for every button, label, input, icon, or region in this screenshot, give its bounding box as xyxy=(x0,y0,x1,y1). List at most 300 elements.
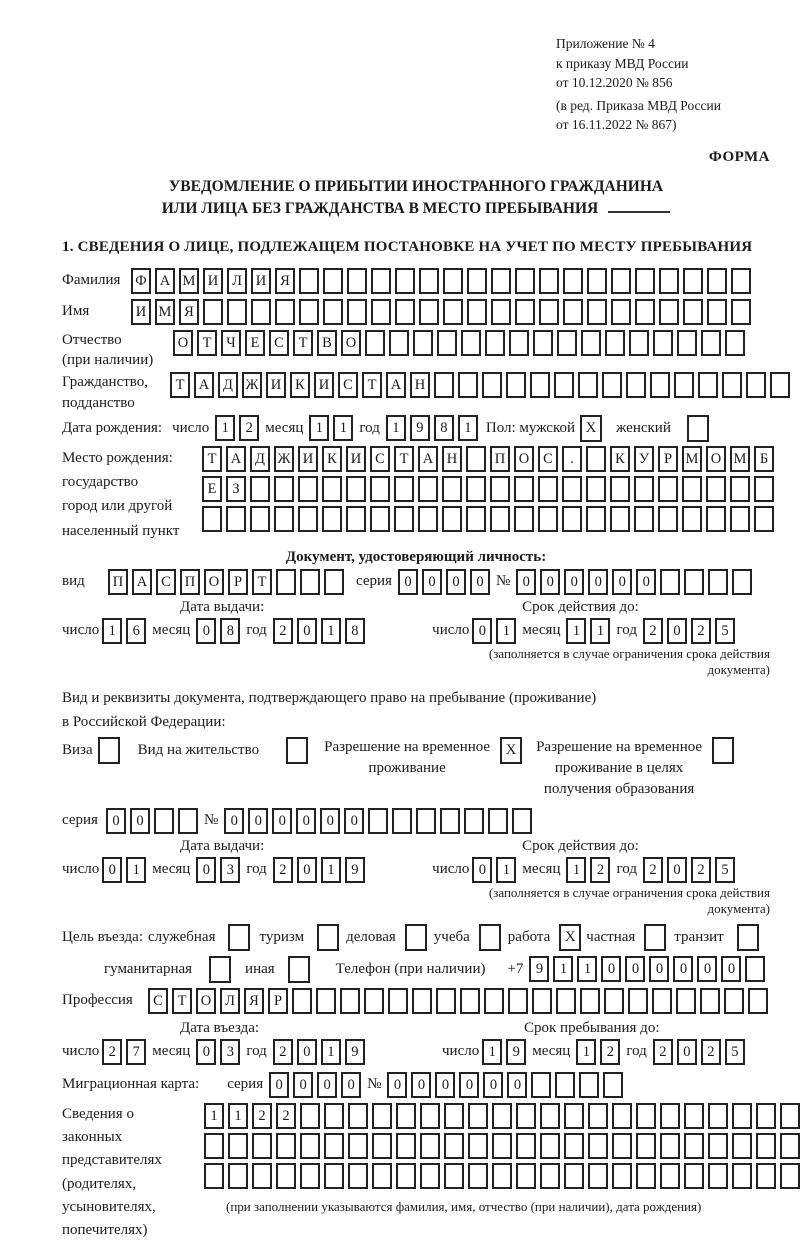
char-cell[interactable] xyxy=(466,446,486,472)
char-cell[interactable] xyxy=(780,1103,800,1129)
char-cell[interactable]: 0 xyxy=(269,1072,289,1098)
char-cell[interactable]: 0 xyxy=(272,808,292,834)
char-cell[interactable] xyxy=(578,372,598,398)
purpose-gumanitarnaya-checkbox[interactable] xyxy=(209,956,231,983)
char-cell[interactable] xyxy=(746,372,766,398)
char-cell[interactable] xyxy=(531,1072,551,1098)
char-cell[interactable]: 1 xyxy=(458,415,478,441)
char-cell[interactable]: Р xyxy=(228,569,248,595)
char-cell[interactable] xyxy=(252,1133,272,1159)
char-cell[interactable]: М xyxy=(682,446,702,472)
char-cell[interactable] xyxy=(420,1163,440,1189)
char-cell[interactable] xyxy=(731,299,751,325)
char-cell[interactable]: 3 xyxy=(220,1039,240,1065)
char-cell[interactable] xyxy=(586,476,606,502)
char-cell[interactable]: 0 xyxy=(470,569,490,595)
char-cell[interactable] xyxy=(468,1133,488,1159)
char-cell[interactable] xyxy=(538,506,558,532)
char-cell[interactable] xyxy=(461,330,481,356)
char-cell[interactable] xyxy=(698,372,718,398)
char-cell[interactable]: 0 xyxy=(667,618,687,644)
char-cell[interactable] xyxy=(370,506,390,532)
char-cell[interactable]: 0 xyxy=(422,569,442,595)
char-cell[interactable] xyxy=(635,268,655,294)
char-cell[interactable] xyxy=(488,808,508,834)
char-cell[interactable]: 0 xyxy=(673,956,693,982)
char-cell[interactable]: 2 xyxy=(252,1103,272,1129)
char-cell[interactable]: И xyxy=(203,268,223,294)
char-cell[interactable] xyxy=(490,506,510,532)
char-cell[interactable] xyxy=(467,299,487,325)
char-cell[interactable] xyxy=(419,299,439,325)
char-cell[interactable] xyxy=(756,1133,776,1159)
char-cell[interactable] xyxy=(602,372,622,398)
purpose-turizm-checkbox[interactable] xyxy=(317,924,339,951)
char-cell[interactable]: А xyxy=(418,446,438,472)
char-cell[interactable] xyxy=(635,299,655,325)
char-cell[interactable] xyxy=(658,506,678,532)
char-cell[interactable]: 0 xyxy=(196,1039,216,1065)
char-cell[interactable] xyxy=(587,268,607,294)
char-cell[interactable]: 2 xyxy=(102,1039,122,1065)
char-cell[interactable] xyxy=(722,372,742,398)
char-cell[interactable] xyxy=(563,299,583,325)
char-cell[interactable] xyxy=(634,506,654,532)
char-cell[interactable]: Д xyxy=(250,446,270,472)
char-cell[interactable]: У xyxy=(634,446,654,472)
char-cell[interactable] xyxy=(586,446,606,472)
char-cell[interactable] xyxy=(300,1133,320,1159)
char-cell[interactable] xyxy=(611,299,631,325)
purpose-rabota-checkbox[interactable]: X xyxy=(559,924,581,951)
char-cell[interactable] xyxy=(605,330,625,356)
char-cell[interactable] xyxy=(557,330,577,356)
char-cell[interactable] xyxy=(274,506,294,532)
char-cell[interactable] xyxy=(540,1133,560,1159)
char-cell[interactable] xyxy=(492,1103,512,1129)
char-cell[interactable] xyxy=(442,476,462,502)
char-cell[interactable]: 0 xyxy=(411,1072,431,1098)
char-cell[interactable] xyxy=(660,1163,680,1189)
char-cell[interactable]: 1 xyxy=(333,415,353,441)
char-cell[interactable] xyxy=(683,299,703,325)
char-cell[interactable] xyxy=(275,299,295,325)
char-cell[interactable]: 0 xyxy=(721,956,741,982)
char-cell[interactable]: 9 xyxy=(410,415,430,441)
char-cell[interactable]: 0 xyxy=(296,808,316,834)
char-cell[interactable] xyxy=(612,1103,632,1129)
purpose-ucheba-checkbox[interactable] xyxy=(479,924,501,951)
char-cell[interactable] xyxy=(732,1133,752,1159)
char-cell[interactable]: 2 xyxy=(643,857,663,883)
char-cell[interactable] xyxy=(683,268,703,294)
char-cell[interactable] xyxy=(437,330,457,356)
char-cell[interactable] xyxy=(588,1103,608,1129)
char-cell[interactable]: С xyxy=(370,446,390,472)
char-cell[interactable]: К xyxy=(322,446,342,472)
char-cell[interactable]: И xyxy=(266,372,286,398)
char-cell[interactable] xyxy=(347,268,367,294)
char-cell[interactable] xyxy=(416,808,436,834)
char-cell[interactable]: 5 xyxy=(715,857,735,883)
char-cell[interactable] xyxy=(706,506,726,532)
char-cell[interactable] xyxy=(491,268,511,294)
char-cell[interactable] xyxy=(371,299,391,325)
char-cell[interactable] xyxy=(466,476,486,502)
char-cell[interactable] xyxy=(682,476,702,502)
char-cell[interactable] xyxy=(708,1133,728,1159)
char-cell[interactable] xyxy=(628,988,648,1014)
char-cell[interactable] xyxy=(708,1163,728,1189)
char-cell[interactable] xyxy=(677,330,697,356)
char-cell[interactable] xyxy=(395,268,415,294)
char-cell[interactable]: 2 xyxy=(600,1039,620,1065)
char-cell[interactable] xyxy=(732,569,752,595)
char-cell[interactable] xyxy=(389,330,409,356)
char-cell[interactable]: 0 xyxy=(472,618,492,644)
char-cell[interactable] xyxy=(587,299,607,325)
char-cell[interactable]: Т xyxy=(252,569,272,595)
char-cell[interactable] xyxy=(300,1103,320,1129)
purpose-tranzit-checkbox[interactable] xyxy=(737,924,759,951)
char-cell[interactable]: К xyxy=(290,372,310,398)
char-cell[interactable] xyxy=(508,988,528,1014)
char-cell[interactable]: П xyxy=(108,569,128,595)
char-cell[interactable]: О xyxy=(173,330,193,356)
char-cell[interactable]: 0 xyxy=(224,808,244,834)
char-cell[interactable] xyxy=(492,1163,512,1189)
char-cell[interactable]: 1 xyxy=(321,1039,341,1065)
char-cell[interactable]: А xyxy=(132,569,152,595)
char-cell[interactable] xyxy=(653,330,673,356)
char-cell[interactable]: Н xyxy=(442,446,462,472)
char-cell[interactable] xyxy=(443,299,463,325)
char-cell[interactable]: Л xyxy=(220,988,240,1014)
char-cell[interactable] xyxy=(754,506,774,532)
char-cell[interactable] xyxy=(732,1103,752,1129)
char-cell[interactable] xyxy=(555,1072,575,1098)
char-cell[interactable]: З xyxy=(226,476,246,502)
char-cell[interactable]: 0 xyxy=(344,808,364,834)
char-cell[interactable] xyxy=(324,1133,344,1159)
char-cell[interactable] xyxy=(539,268,559,294)
char-cell[interactable] xyxy=(509,330,529,356)
char-cell[interactable] xyxy=(276,569,296,595)
char-cell[interactable]: И xyxy=(314,372,334,398)
char-cell[interactable]: 1 xyxy=(566,618,586,644)
char-cell[interactable]: Ж xyxy=(242,372,262,398)
char-cell[interactable] xyxy=(396,1133,416,1159)
char-cell[interactable]: 0 xyxy=(446,569,466,595)
char-cell[interactable]: 2 xyxy=(691,618,711,644)
char-cell[interactable]: . xyxy=(562,446,582,472)
char-cell[interactable] xyxy=(458,372,478,398)
char-cell[interactable]: Д xyxy=(218,372,238,398)
char-cell[interactable] xyxy=(676,988,696,1014)
char-cell[interactable] xyxy=(324,569,344,595)
char-cell[interactable]: 1 xyxy=(553,956,573,982)
char-cell[interactable] xyxy=(276,1133,296,1159)
char-cell[interactable]: О xyxy=(196,988,216,1014)
char-cell[interactable]: Ф xyxy=(131,268,151,294)
char-cell[interactable] xyxy=(564,1103,584,1129)
char-cell[interactable] xyxy=(372,1163,392,1189)
char-cell[interactable] xyxy=(394,476,414,502)
char-cell[interactable]: 9 xyxy=(345,1039,365,1065)
char-cell[interactable]: 0 xyxy=(196,857,216,883)
char-cell[interactable]: 2 xyxy=(590,857,610,883)
char-cell[interactable]: 1 xyxy=(228,1103,248,1129)
char-cell[interactable] xyxy=(484,988,504,1014)
char-cell[interactable]: 1 xyxy=(386,415,406,441)
char-cell[interactable]: 0 xyxy=(612,569,632,595)
char-cell[interactable] xyxy=(724,988,744,1014)
char-cell[interactable] xyxy=(368,808,388,834)
char-cell[interactable] xyxy=(419,268,439,294)
char-cell[interactable] xyxy=(466,506,486,532)
char-cell[interactable] xyxy=(299,268,319,294)
char-cell[interactable] xyxy=(707,268,727,294)
char-cell[interactable]: С xyxy=(538,446,558,472)
char-cell[interactable] xyxy=(250,476,270,502)
char-cell[interactable] xyxy=(227,299,247,325)
char-cell[interactable]: 8 xyxy=(220,618,240,644)
char-cell[interactable] xyxy=(485,330,505,356)
char-cell[interactable] xyxy=(316,988,336,1014)
char-cell[interactable]: И xyxy=(131,299,151,325)
char-cell[interactable]: Я xyxy=(179,299,199,325)
char-cell[interactable] xyxy=(514,476,534,502)
char-cell[interactable] xyxy=(658,476,678,502)
char-cell[interactable]: 2 xyxy=(273,1039,293,1065)
char-cell[interactable] xyxy=(154,808,174,834)
purpose-chastnaya-checkbox[interactable] xyxy=(644,924,666,951)
char-cell[interactable] xyxy=(612,1163,632,1189)
char-cell[interactable] xyxy=(468,1103,488,1129)
char-cell[interactable] xyxy=(228,1133,248,1159)
char-cell[interactable] xyxy=(564,1163,584,1189)
char-cell[interactable] xyxy=(460,988,480,1014)
char-cell[interactable] xyxy=(228,1163,248,1189)
char-cell[interactable]: М xyxy=(179,268,199,294)
char-cell[interactable]: 0 xyxy=(625,956,645,982)
char-cell[interactable] xyxy=(636,1163,656,1189)
char-cell[interactable]: 1 xyxy=(321,618,341,644)
char-cell[interactable]: 0 xyxy=(507,1072,527,1098)
char-cell[interactable] xyxy=(748,988,768,1014)
char-cell[interactable] xyxy=(392,808,412,834)
char-cell[interactable] xyxy=(420,1103,440,1129)
char-cell[interactable]: 0 xyxy=(130,808,150,834)
char-cell[interactable] xyxy=(371,268,391,294)
char-cell[interactable]: 1 xyxy=(204,1103,224,1129)
char-cell[interactable]: 1 xyxy=(577,956,597,982)
char-cell[interactable] xyxy=(491,299,511,325)
char-cell[interactable]: 0 xyxy=(248,808,268,834)
char-cell[interactable]: 0 xyxy=(293,1072,313,1098)
char-cell[interactable] xyxy=(636,1103,656,1129)
char-cell[interactable]: С xyxy=(156,569,176,595)
char-cell[interactable] xyxy=(388,988,408,1014)
char-cell[interactable]: П xyxy=(490,446,510,472)
char-cell[interactable]: Л xyxy=(227,268,247,294)
char-cell[interactable]: Я xyxy=(275,268,295,294)
char-cell[interactable] xyxy=(204,1133,224,1159)
char-cell[interactable]: 2 xyxy=(701,1039,721,1065)
char-cell[interactable] xyxy=(396,1163,416,1189)
char-cell[interactable]: 0 xyxy=(106,808,126,834)
char-cell[interactable] xyxy=(611,268,631,294)
char-cell[interactable]: 9 xyxy=(506,1039,526,1065)
char-cell[interactable]: 0 xyxy=(472,857,492,883)
char-cell[interactable] xyxy=(659,299,679,325)
char-cell[interactable]: Т xyxy=(202,446,222,472)
char-cell[interactable] xyxy=(412,988,432,1014)
char-cell[interactable]: 0 xyxy=(636,569,656,595)
char-cell[interactable] xyxy=(348,1103,368,1129)
char-cell[interactable]: 1 xyxy=(482,1039,502,1065)
char-cell[interactable]: 9 xyxy=(529,956,549,982)
char-cell[interactable] xyxy=(581,330,601,356)
char-cell[interactable] xyxy=(562,476,582,502)
char-cell[interactable]: 1 xyxy=(576,1039,596,1065)
char-cell[interactable]: 2 xyxy=(653,1039,673,1065)
char-cell[interactable] xyxy=(610,476,630,502)
char-cell[interactable]: О xyxy=(204,569,224,595)
char-cell[interactable] xyxy=(515,268,535,294)
char-cell[interactable]: И xyxy=(251,268,271,294)
char-cell[interactable]: Я xyxy=(244,988,264,1014)
char-cell[interactable] xyxy=(203,299,223,325)
char-cell[interactable]: 5 xyxy=(715,618,735,644)
char-cell[interactable]: 2 xyxy=(276,1103,296,1129)
char-cell[interactable] xyxy=(440,808,460,834)
char-cell[interactable]: А xyxy=(194,372,214,398)
char-cell[interactable]: 0 xyxy=(564,569,584,595)
char-cell[interactable]: 0 xyxy=(317,1072,337,1098)
char-cell[interactable] xyxy=(468,1163,488,1189)
char-cell[interactable]: С xyxy=(269,330,289,356)
char-cell[interactable] xyxy=(756,1103,776,1129)
char-cell[interactable] xyxy=(554,372,574,398)
char-cell[interactable] xyxy=(634,476,654,502)
char-cell[interactable] xyxy=(298,506,318,532)
char-cell[interactable]: 0 xyxy=(649,956,669,982)
char-cell[interactable] xyxy=(626,372,646,398)
char-cell[interactable] xyxy=(540,1163,560,1189)
char-cell[interactable]: А xyxy=(386,372,406,398)
char-cell[interactable] xyxy=(202,506,222,532)
char-cell[interactable] xyxy=(322,476,342,502)
char-cell[interactable] xyxy=(674,372,694,398)
char-cell[interactable] xyxy=(413,330,433,356)
char-cell[interactable] xyxy=(467,268,487,294)
char-cell[interactable] xyxy=(603,1072,623,1098)
char-cell[interactable]: Т xyxy=(172,988,192,1014)
char-cell[interactable] xyxy=(586,506,606,532)
char-cell[interactable]: О xyxy=(341,330,361,356)
char-cell[interactable]: 6 xyxy=(126,618,146,644)
char-cell[interactable] xyxy=(251,299,271,325)
char-cell[interactable] xyxy=(660,1103,680,1129)
char-cell[interactable]: О xyxy=(706,446,726,472)
char-cell[interactable] xyxy=(564,1133,584,1159)
char-cell[interactable] xyxy=(364,988,384,1014)
char-cell[interactable]: 2 xyxy=(273,618,293,644)
char-cell[interactable]: Ч xyxy=(221,330,241,356)
char-cell[interactable]: 1 xyxy=(102,618,122,644)
char-cell[interactable]: 0 xyxy=(588,569,608,595)
char-cell[interactable] xyxy=(464,808,484,834)
char-cell[interactable]: М xyxy=(730,446,750,472)
char-cell[interactable] xyxy=(178,808,198,834)
sex-female-checkbox[interactable] xyxy=(687,415,709,442)
char-cell[interactable] xyxy=(252,1163,272,1189)
char-cell[interactable] xyxy=(346,476,366,502)
char-cell[interactable]: П xyxy=(180,569,200,595)
char-cell[interactable] xyxy=(610,506,630,532)
char-cell[interactable] xyxy=(780,1163,800,1189)
char-cell[interactable] xyxy=(324,1163,344,1189)
char-cell[interactable]: 0 xyxy=(516,569,536,595)
char-cell[interactable] xyxy=(300,569,320,595)
char-cell[interactable] xyxy=(780,1133,800,1159)
char-cell[interactable]: 0 xyxy=(297,857,317,883)
char-cell[interactable]: Т xyxy=(362,372,382,398)
char-cell[interactable] xyxy=(372,1103,392,1129)
char-cell[interactable]: 0 xyxy=(297,618,317,644)
char-cell[interactable] xyxy=(420,1133,440,1159)
char-cell[interactable] xyxy=(395,299,415,325)
char-cell[interactable]: 9 xyxy=(345,857,365,883)
char-cell[interactable] xyxy=(299,299,319,325)
char-cell[interactable]: С xyxy=(148,988,168,1014)
char-cell[interactable]: 8 xyxy=(434,415,454,441)
char-cell[interactable] xyxy=(660,1133,680,1159)
char-cell[interactable]: 2 xyxy=(239,415,259,441)
char-cell[interactable]: 2 xyxy=(273,857,293,883)
char-cell[interactable] xyxy=(659,268,679,294)
char-cell[interactable]: Е xyxy=(245,330,265,356)
char-cell[interactable] xyxy=(684,569,704,595)
char-cell[interactable] xyxy=(629,330,649,356)
char-cell[interactable] xyxy=(324,1103,344,1129)
char-cell[interactable] xyxy=(323,299,343,325)
char-cell[interactable]: И xyxy=(298,446,318,472)
char-cell[interactable]: 1 xyxy=(496,857,516,883)
char-cell[interactable] xyxy=(434,372,454,398)
char-cell[interactable] xyxy=(512,808,532,834)
purpose-sluzhebnaya-checkbox[interactable] xyxy=(228,924,250,951)
char-cell[interactable]: 1 xyxy=(590,618,610,644)
edu-permit-checkbox[interactable] xyxy=(712,737,734,764)
char-cell[interactable]: Н xyxy=(410,372,430,398)
char-cell[interactable]: 0 xyxy=(459,1072,479,1098)
char-cell[interactable]: О xyxy=(514,446,534,472)
char-cell[interactable] xyxy=(532,988,552,1014)
char-cell[interactable]: Т xyxy=(197,330,217,356)
char-cell[interactable] xyxy=(370,476,390,502)
char-cell[interactable]: 0 xyxy=(483,1072,503,1098)
char-cell[interactable] xyxy=(732,1163,752,1189)
char-cell[interactable]: 1 xyxy=(496,618,516,644)
char-cell[interactable] xyxy=(490,476,510,502)
char-cell[interactable] xyxy=(482,372,502,398)
char-cell[interactable] xyxy=(707,299,727,325)
char-cell[interactable] xyxy=(340,988,360,1014)
char-cell[interactable] xyxy=(660,569,680,595)
char-cell[interactable] xyxy=(204,1163,224,1189)
